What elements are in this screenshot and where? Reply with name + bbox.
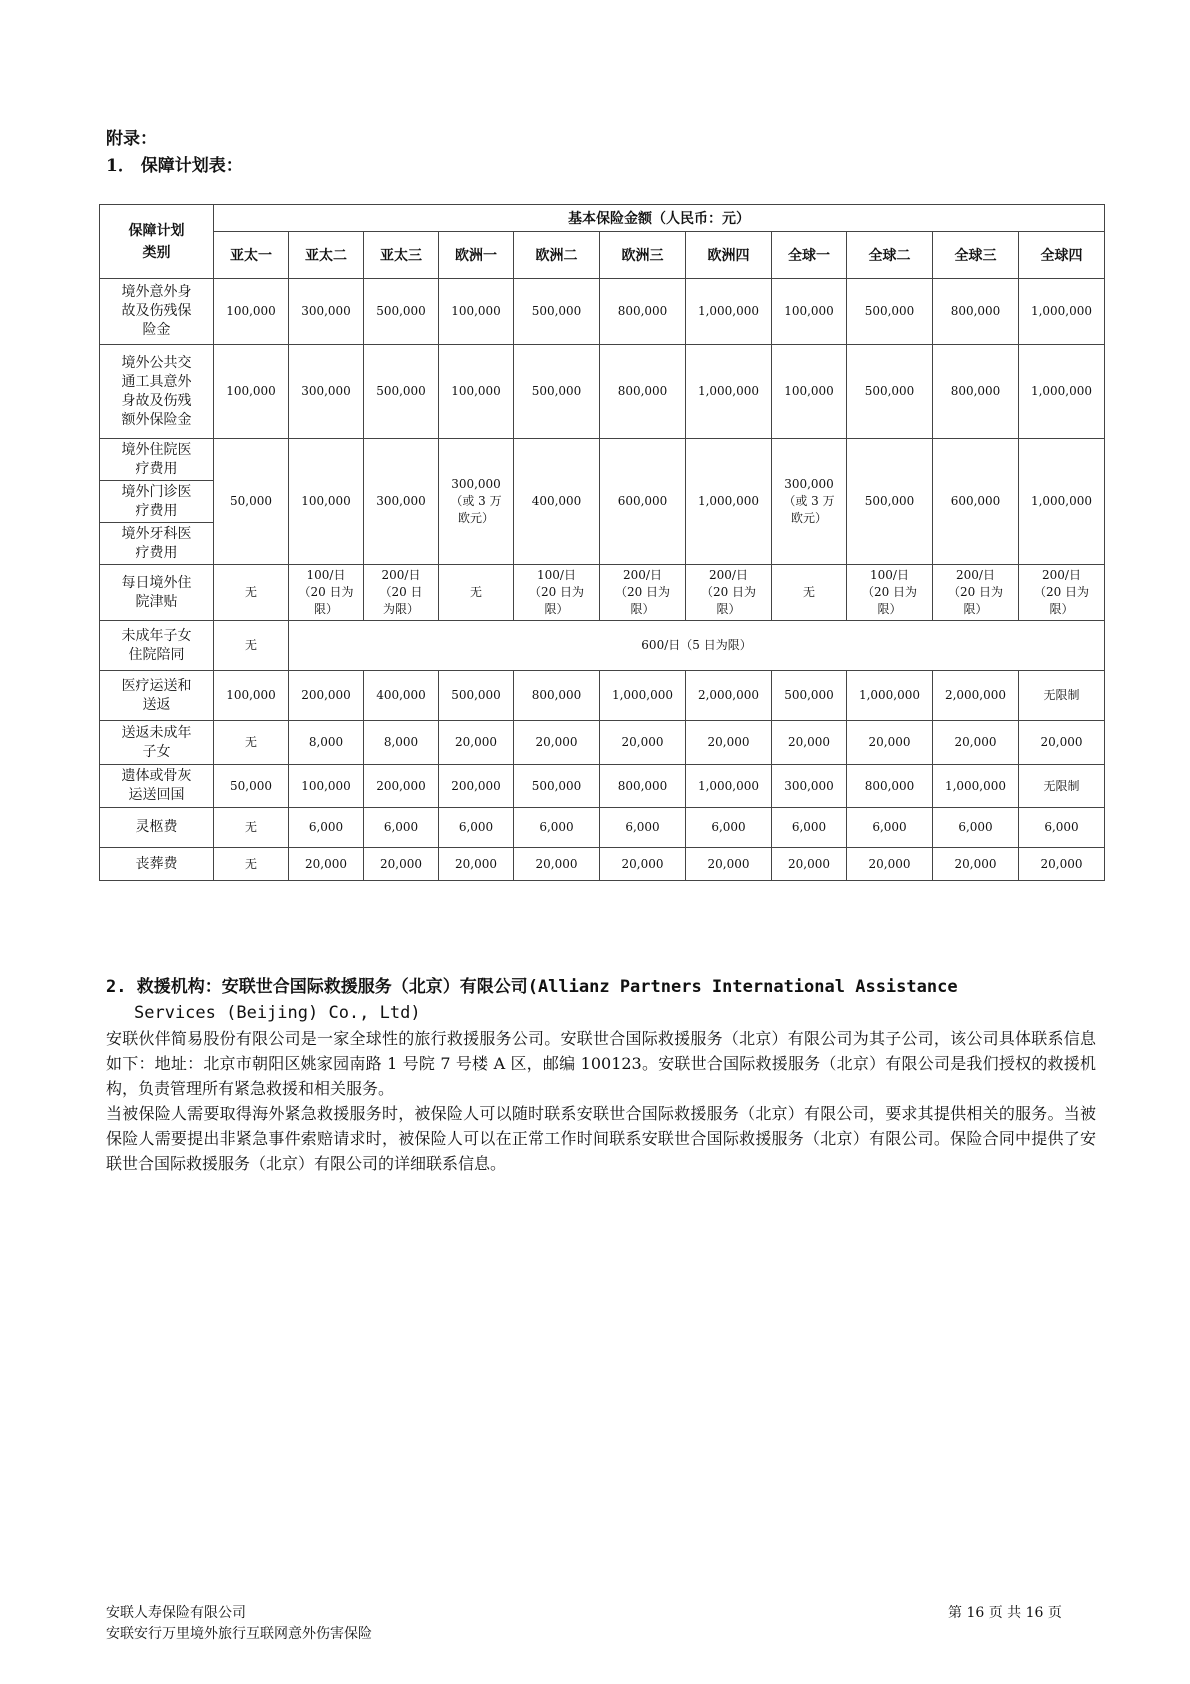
table-cell: 200/日 （20 日 为限） — [364, 565, 439, 621]
footer-left — [106, 1603, 372, 1645]
table-cell: 无限制 — [1019, 671, 1105, 721]
paragraph: 当被保险人需要取得海外紧急救援服务时，被保险人可以随时联系安联世合国际救援服务（北京）有限公司，要求其提供相关的服务。当被保险人需要提出非紧急事件索赔请求时，被保险人可以在正常工作时间联系安联世合国际救援服务（北京）有限公司。保险合同中提供了安联世合国际救援服务（北京）有限公司的详细联系信息。 — [106, 1104, 1096, 1173]
table-cell: 1,000,000 — [686, 765, 772, 808]
table-cell: 20,000 — [439, 848, 514, 881]
table-cell: 800,000 — [933, 279, 1019, 345]
table-cell: 500,000 — [772, 671, 847, 721]
table-cell: 20,000 — [686, 848, 772, 881]
table-cell: 20,000 — [847, 721, 933, 765]
table-cell: 100,000 — [289, 765, 364, 808]
row-label: 境外公共交 通工具意外 身故及伤残 额外保险金 — [100, 345, 214, 439]
row-label: 境外牙科医 疗费用 — [100, 523, 214, 565]
table-cell: 1,000,000 — [1019, 279, 1105, 345]
table-cell: 1,000,000 — [686, 345, 772, 439]
table-cell: 600,000 — [933, 439, 1019, 565]
row-label: 医疗运送和 送返 — [100, 671, 214, 721]
table-cell: 500,000 — [847, 439, 933, 565]
plan-header-row — [100, 232, 1105, 279]
table-cell: 20,000 — [514, 721, 600, 765]
table-cell: 100,000 — [214, 279, 289, 345]
paragraph: 安联伙伴简易股份有限公司是一家全球性的旅行救援服务公司。安联世合国际救援服务（北京）有限公司为其子公司，该公司具体联系信息如下：地址：北京市朝阳区姚家园南路 1 号院 7 号楼 A 区，邮编 100123。安联世合国际救援服务（北京）有限公司是我们授权的救援机构，负责管理所有紧急救援和相关服务。 — [106, 1029, 1096, 1098]
table-cell: 400,000 — [514, 439, 600, 565]
table-header-category: 保障计划 类别 — [100, 205, 214, 279]
table-cell: 800,000 — [600, 279, 686, 345]
table-cell: 300,000 （或 3 万 欧元） — [772, 439, 847, 565]
table-cell: 20,000 — [289, 848, 364, 881]
table-cell: 无 — [214, 848, 289, 881]
table-cell: 1,000,000 — [686, 279, 772, 345]
table-row — [100, 671, 1105, 721]
table-cell: 6,000 — [933, 808, 1019, 848]
plan-header: 全球四 — [1019, 232, 1105, 279]
table-row — [100, 565, 1105, 621]
table-cell: 1,000,000 — [600, 671, 686, 721]
table-cell: 无 — [772, 565, 847, 621]
footer-company: 安联人寿保险有限公司 — [106, 1605, 246, 1621]
table-cell: 6,000 — [289, 808, 364, 848]
table-cell: 20,000 — [686, 721, 772, 765]
table-cell: 无 — [214, 621, 289, 671]
table-row — [100, 765, 1105, 808]
table-cell: 300,000 — [289, 279, 364, 345]
plan-header: 亚太二 — [289, 232, 364, 279]
table-row — [100, 439, 1105, 481]
table-cell: 无 — [214, 721, 289, 765]
table-cell: 800,000 — [847, 765, 933, 808]
table-cell: 6,000 — [1019, 808, 1105, 848]
appendix-heading: 附录： — [106, 129, 157, 149]
table-cell: 2,000,000 — [933, 671, 1019, 721]
table-cell: 800,000 — [933, 345, 1019, 439]
table-cell: 20,000 — [1019, 721, 1105, 765]
table-cell: 20,000 — [772, 848, 847, 881]
table-cell: 300,000 — [364, 439, 439, 565]
table-cell: 800,000 — [514, 671, 600, 721]
table-cell: 6,000 — [364, 808, 439, 848]
plan-header: 欧洲一 — [439, 232, 514, 279]
table-row — [100, 808, 1105, 848]
plan-header: 全球三 — [933, 232, 1019, 279]
table-cell: 400,000 — [364, 671, 439, 721]
table-cell: 200,000 — [364, 765, 439, 808]
table-cell: 500,000 — [514, 279, 600, 345]
row-label: 送返未成年 子女 — [100, 721, 214, 765]
table-cell: 100,000 — [214, 671, 289, 721]
table-cell: 800,000 — [600, 765, 686, 808]
table-cell: 20,000 — [600, 721, 686, 765]
table-cell-merged: 600/日（5 日为限） — [289, 621, 1105, 671]
table-cell: 20,000 — [364, 848, 439, 881]
plan-header: 欧洲四 — [686, 232, 772, 279]
table-row — [100, 848, 1105, 881]
table-cell: 8,000 — [289, 721, 364, 765]
section2-title-line2: Services (Beijing) Co., Ltd) — [134, 1003, 421, 1023]
table-cell: 200/日 （20 日为 限） — [600, 565, 686, 621]
table-cell: 200/日 （20 日为 限） — [933, 565, 1019, 621]
table-cell: 50,000 — [214, 765, 289, 808]
table-row — [100, 621, 1105, 671]
row-label: 灵柩费 — [100, 808, 214, 848]
table-cell: 500,000 — [847, 279, 933, 345]
table-cell: 300,000 — [772, 765, 847, 808]
table-cell: 500,000 — [847, 345, 933, 439]
plan-header: 亚太三 — [364, 232, 439, 279]
table-cell: 1,000,000 — [1019, 345, 1105, 439]
table-cell: 600,000 — [600, 439, 686, 565]
row-label: 境外门诊医 疗费用 — [100, 481, 214, 523]
table-cell: 200,000 — [289, 671, 364, 721]
table-cell: 无 — [439, 565, 514, 621]
row-label: 遗体或骨灰 运送回国 — [100, 765, 214, 808]
table-cell: 200/日 （20 日为 限） — [686, 565, 772, 621]
table-cell: 1,000,000 — [933, 765, 1019, 808]
table-row — [100, 721, 1105, 765]
table-cell: 800,000 — [600, 345, 686, 439]
table-row — [100, 345, 1105, 439]
table-cell: 1,000,000 — [1019, 439, 1105, 565]
table-cell: 500,000 — [439, 671, 514, 721]
table-cell: 100,000 — [439, 345, 514, 439]
plan-header: 欧洲三 — [600, 232, 686, 279]
section2-body — [106, 1026, 1096, 1176]
row-label: 境外意外身 故及伤残保 险金 — [100, 279, 214, 345]
table-cell: 50,000 — [214, 439, 289, 565]
table-cell: 300,000 — [289, 345, 364, 439]
table-cell: 100,000 — [772, 345, 847, 439]
footer-product: 安联安行万里境外旅行互联网意外伤害保险 — [106, 1626, 372, 1642]
table-cell: 100,000 — [439, 279, 514, 345]
table-cell: 无 — [214, 808, 289, 848]
table-cell: 20,000 — [1019, 848, 1105, 881]
table-cell: 20,000 — [600, 848, 686, 881]
table-cell: 20,000 — [933, 721, 1019, 765]
table-cell: 6,000 — [514, 808, 600, 848]
table-cell: 500,000 — [514, 345, 600, 439]
table-cell: 100,000 — [214, 345, 289, 439]
section2-heading — [106, 974, 1096, 1026]
table-cell: 20,000 — [772, 721, 847, 765]
table-cell: 100/日 （20 日为 限） — [847, 565, 933, 621]
table-cell: 1,000,000 — [686, 439, 772, 565]
row-label: 每日境外住 院津贴 — [100, 565, 214, 621]
table-cell: 100,000 — [772, 279, 847, 345]
table-cell: 6,000 — [686, 808, 772, 848]
table-cell: 100/日 （20 日为 限） — [514, 565, 600, 621]
plan-header: 亚太一 — [214, 232, 289, 279]
table-cell: 300,000 （或 3 万 欧元） — [439, 439, 514, 565]
table-cell: 20,000 — [933, 848, 1019, 881]
table-cell: 无限制 — [1019, 765, 1105, 808]
plan-header: 欧洲二 — [514, 232, 600, 279]
footer-page-number: 第 16 页 共 16 页 — [948, 1605, 1062, 1621]
table-cell: 6,000 — [439, 808, 514, 848]
table-cell: 20,000 — [439, 721, 514, 765]
table-cell: 1,000,000 — [847, 671, 933, 721]
table-cell: 8,000 — [364, 721, 439, 765]
table-cell: 200/日 （20 日为 限） — [1019, 565, 1105, 621]
coverage-plan-table — [99, 204, 1105, 881]
section1-heading: 1． 保障计划表： — [106, 156, 243, 176]
table-cell: 2,000,000 — [686, 671, 772, 721]
table-cell: 无 — [214, 565, 289, 621]
section2-title-line1: 2. 救援机构：安联世合国际救援服务（北京）有限公司(Allianz Partners International Assistance — [106, 977, 958, 997]
row-label: 未成年子女 住院陪同 — [100, 621, 214, 671]
table-cell: 20,000 — [847, 848, 933, 881]
table-cell: 6,000 — [600, 808, 686, 848]
table-header-group: 基本保险金额（人民币：元） — [214, 205, 1105, 232]
table-cell: 100,000 — [289, 439, 364, 565]
table-cell: 20,000 — [514, 848, 600, 881]
table-cell: 500,000 — [364, 345, 439, 439]
table-cell: 200,000 — [439, 765, 514, 808]
table-cell: 500,000 — [364, 279, 439, 345]
row-label: 丧葬费 — [100, 848, 214, 881]
table-row — [100, 279, 1105, 345]
plan-header: 全球一 — [772, 232, 847, 279]
table-cell: 500,000 — [514, 765, 600, 808]
table-cell: 6,000 — [772, 808, 847, 848]
table-cell: 100/日 （20 日为 限） — [289, 565, 364, 621]
row-label: 境外住院医 疗费用 — [100, 439, 214, 481]
plan-header: 全球二 — [847, 232, 933, 279]
table-cell: 6,000 — [847, 808, 933, 848]
